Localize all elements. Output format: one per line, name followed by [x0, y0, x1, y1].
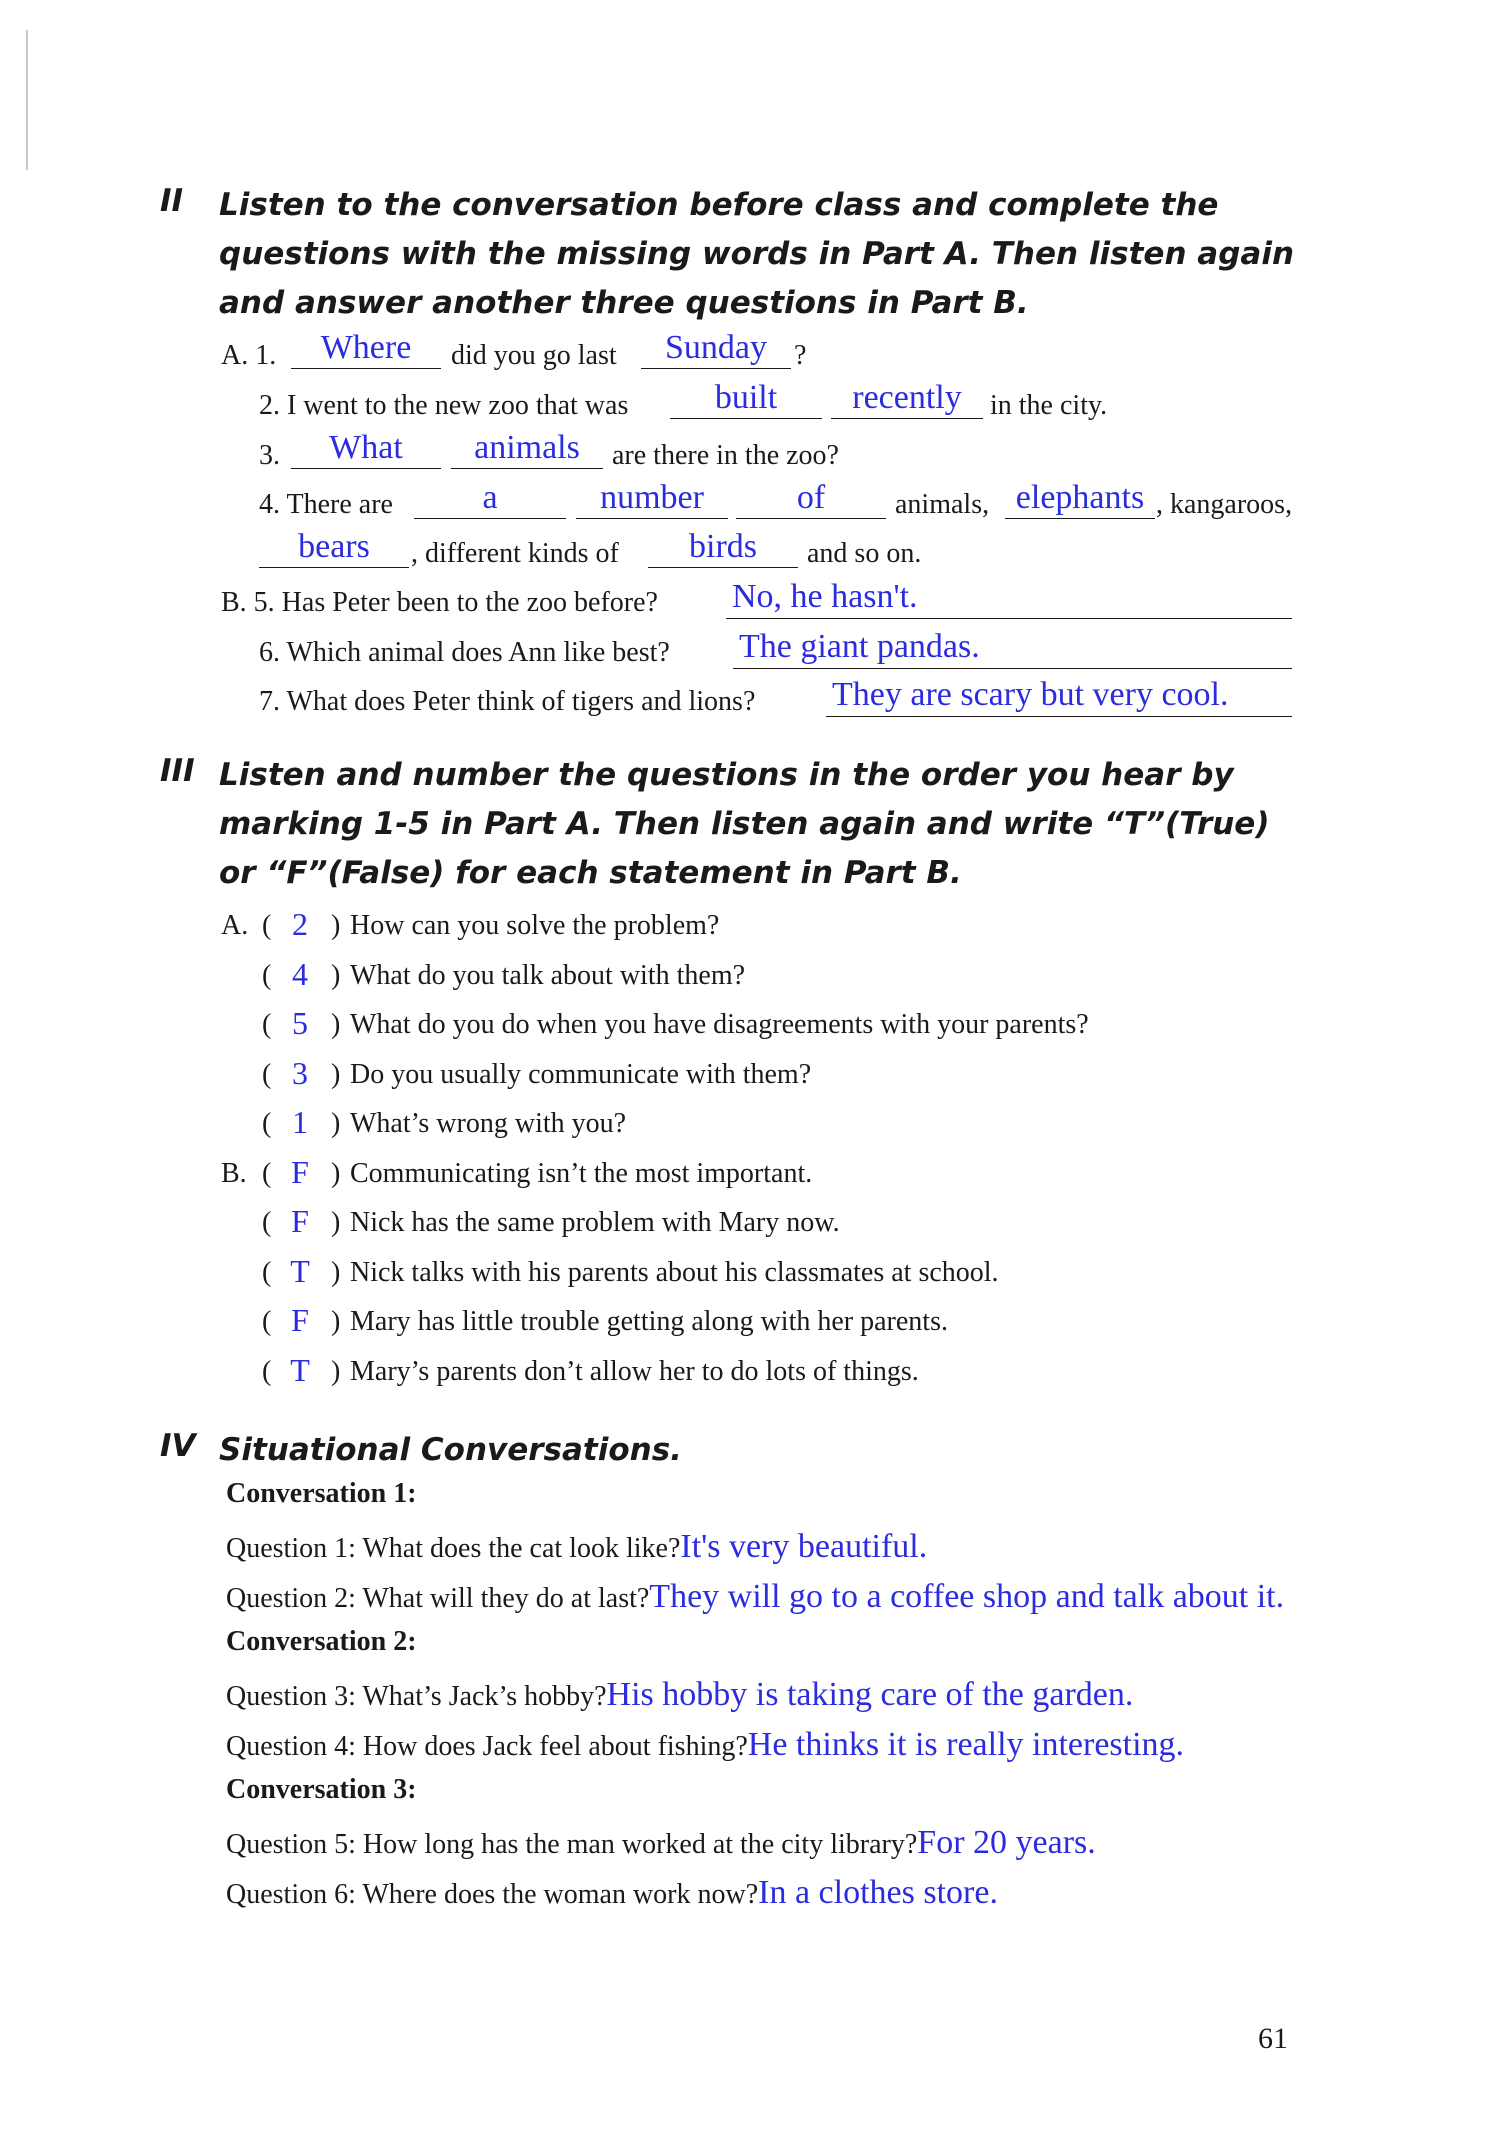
part-a-question: What do you do when you have disagreements with your parents? — [350, 1009, 1089, 1040]
open-paren: ( — [262, 1059, 272, 1090]
q4-blank-4: elephants — [1005, 480, 1155, 519]
open-paren: ( — [262, 960, 272, 991]
part-a-answer: 5 — [292, 1005, 308, 1041]
q7-text: 7. What does Peter think of tigers and lions? — [259, 686, 756, 717]
question-3 — [226, 1676, 1133, 1714]
part-a-question: What’s wrong with you? — [350, 1108, 627, 1139]
close-paren: ) — [331, 960, 341, 991]
q5-text: B. 5. Has Peter been to the zoo before? — [221, 587, 658, 618]
q1-mid: did you go last — [451, 340, 617, 371]
section-2-number: II — [160, 183, 184, 219]
q4-end: , kangaroos, — [1156, 489, 1293, 520]
question-1 — [226, 1528, 927, 1566]
q3-blank-1: What — [291, 430, 441, 469]
q7-answer: They are scary but very cool. — [826, 676, 1292, 717]
part-a-question: How can you solve the problem? — [350, 910, 720, 941]
q4-blank-3: of — [736, 480, 886, 519]
part-a-answer: 2 — [292, 906, 308, 942]
q4b-end: and so on. — [807, 538, 922, 569]
q1-prefix: A. 1. — [221, 340, 277, 371]
question-3-answer: His hobby is taking care of the garden. — [606, 1676, 1134, 1713]
q1-blank-2: Sunday — [641, 330, 791, 369]
conversation-1-label: Conversation 1: — [226, 1478, 417, 1509]
q2-prefix: 2. I went to the new zoo that was — [259, 390, 629, 421]
part-b-statement: Communicating isn’t the most important. — [350, 1158, 813, 1189]
part-b-label: B. — [221, 1158, 247, 1189]
open-paren: ( — [262, 1158, 272, 1189]
question-3-text: Question 3: What’s Jack’s hobby? — [226, 1681, 607, 1712]
part-b-statement: Mary’s parents don’t allow her to do lots of things. — [350, 1356, 919, 1387]
q3-prefix: 3. — [259, 440, 280, 471]
conversation-2-label: Conversation 2: — [226, 1626, 417, 1657]
q4-mid: animals, — [895, 489, 990, 520]
part-b-statement: Nick has the same problem with Mary now. — [350, 1207, 840, 1238]
open-paren: ( — [262, 1257, 272, 1288]
open-paren: ( — [262, 910, 272, 941]
close-paren: ) — [331, 1158, 341, 1189]
part-a-answer: 1 — [292, 1104, 308, 1140]
close-paren: ) — [331, 1257, 341, 1288]
q2-end: in the city. — [990, 390, 1108, 421]
question-4-answer: He thinks it is really interesting. — [747, 1726, 1185, 1763]
q6-text: 6. Which animal does Ann like best? — [259, 637, 670, 668]
part-a-question: What do you talk about with them? — [350, 960, 746, 991]
question-5-text: Question 5: How long has the man worked at the city library? — [226, 1829, 918, 1860]
close-paren: ) — [331, 910, 341, 941]
close-paren: ) — [331, 1108, 341, 1139]
question-5-answer: For 20 years. — [917, 1824, 1096, 1861]
q4-blank-2: number — [576, 480, 728, 519]
part-b-answer: F — [291, 1203, 309, 1239]
question-2-text: Question 2: What will they do at last? — [226, 1583, 650, 1614]
part-a-question: Do you usually communicate with them? — [350, 1059, 812, 1090]
q4b-mid: , different kinds of — [411, 538, 619, 569]
close-paren: ) — [331, 1356, 341, 1387]
open-paren: ( — [262, 1306, 272, 1337]
part-b-answer: T — [290, 1253, 310, 1289]
question-4-text: Question 4: How does Jack feel about fishing? — [226, 1731, 748, 1762]
part-b-answer: F — [291, 1154, 309, 1190]
q2-blank-2: recently — [831, 380, 983, 419]
open-paren: ( — [262, 1009, 272, 1040]
conversation-3-label: Conversation 3: — [226, 1774, 417, 1805]
question-6-answer: In a clothes store. — [758, 1874, 998, 1911]
section-2-instruction: Listen to the conversation before class and complete the questions with the missing words in Part A. Then listen again and answer another three questions in Part B. — [219, 187, 1295, 321]
q1-end: ? — [794, 340, 807, 371]
page-edge-line — [26, 30, 28, 170]
question-5 — [226, 1824, 1096, 1862]
part-a-answer: 3 — [292, 1055, 308, 1091]
part-a-answer: 4 — [292, 956, 308, 992]
q4b-blank-2: birds — [648, 529, 798, 568]
question-6 — [226, 1874, 998, 1912]
part-b-answer: F — [291, 1302, 309, 1338]
open-paren: ( — [262, 1108, 272, 1139]
section-4-number: IV — [160, 1428, 196, 1464]
part-a-label: A. — [221, 910, 249, 941]
q5-answer: No, he hasn't. — [726, 578, 1292, 619]
close-paren: ) — [331, 1207, 341, 1238]
question-2-answer: They will go to a coffee shop and talk about it. — [649, 1578, 1285, 1615]
section-3-instruction: Listen and number the questions in the order you hear by marking 1-5 in Part A. Then listen again and write “T”(True) or “F”(False) for each statement in Part B. — [219, 757, 1270, 891]
q4-prefix: 4. There are — [259, 489, 393, 520]
open-paren: ( — [262, 1207, 272, 1238]
section-3-number: III — [160, 753, 195, 789]
part-b-answer: T — [290, 1352, 310, 1388]
q6-answer: The giant pandas. — [733, 628, 1292, 669]
question-4 — [226, 1726, 1184, 1764]
page-number: 61 — [1258, 2022, 1288, 2055]
q4b-blank-1: bears — [259, 529, 409, 568]
q2-blank-1: built — [670, 380, 822, 419]
q4-blank-1: a — [414, 480, 566, 519]
open-paren: ( — [262, 1356, 272, 1387]
q3-blank-2: animals — [451, 430, 603, 469]
close-paren: ) — [331, 1059, 341, 1090]
close-paren: ) — [331, 1306, 341, 1337]
q3-end: are there in the zoo? — [612, 440, 839, 471]
section-4-title: Situational Conversations. — [219, 1432, 682, 1468]
part-b-statement: Nick talks with his parents about his classmates at school. — [350, 1257, 999, 1288]
question-1-text: Question 1: What does the cat look like? — [226, 1533, 681, 1564]
part-b-statement: Mary has little trouble getting along with her parents. — [350, 1306, 948, 1337]
q1-blank-1: Where — [291, 330, 441, 369]
close-paren: ) — [331, 1009, 341, 1040]
question-1-answer: It's very beautiful. — [680, 1528, 928, 1565]
question-2 — [226, 1578, 1284, 1616]
question-6-text: Question 6: Where does the woman work now? — [226, 1879, 759, 1910]
